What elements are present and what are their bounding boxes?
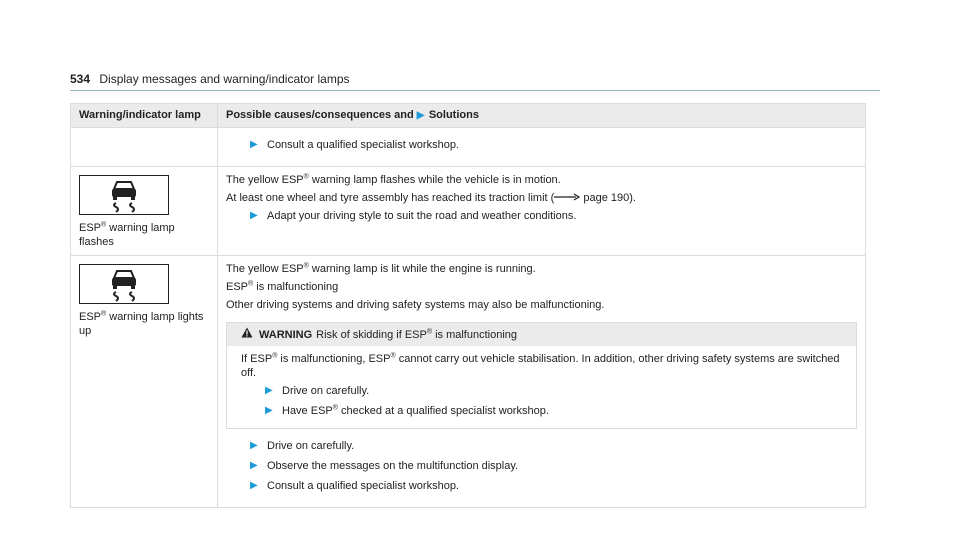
section-title: Display messages and warning/indicator lamps xyxy=(99,72,350,86)
page-header xyxy=(70,72,880,91)
page-number: 534 xyxy=(70,72,91,86)
warning-box xyxy=(226,322,857,429)
description-line: Other driving systems and driving safety systems may also be malfunctioning. xyxy=(226,299,605,311)
solution-step: ▶ Observe the messages on the multifunction display. xyxy=(250,460,519,472)
warning-subtitle: Risk of skidding if ESP® is malfunctioning xyxy=(316,327,517,341)
solutions-cell xyxy=(218,167,866,256)
arrow-right-icon: ▶ xyxy=(250,460,258,471)
lamp-label: ESP® warning lamp lights up xyxy=(79,310,204,337)
column-header-lamp: Warning/indicator lamp xyxy=(71,104,218,128)
table-row xyxy=(71,256,866,508)
lamp-cell xyxy=(71,256,218,508)
page-reference-arrow-icon xyxy=(554,191,580,205)
arrow-right-icon: ▶ xyxy=(250,139,258,150)
solution-step: ▶ Drive on carefully. xyxy=(265,385,370,397)
solution-step: ▶ Consult a qualified specialist workshop. xyxy=(250,139,459,151)
table-row xyxy=(71,167,866,256)
warning-header xyxy=(227,323,856,346)
solutions-cell xyxy=(218,128,866,167)
description-line: The yellow ESP® warning lamp flashes while the vehicle is in motion. xyxy=(226,173,561,186)
solution-step: ▶ Adapt your driving style to suit the road and weather conditions. xyxy=(250,210,577,223)
arrow-right-icon: ▶ xyxy=(250,480,258,491)
col2-header-prefix: Possible causes/consequences and xyxy=(226,109,414,121)
esp-skid-icon xyxy=(79,264,169,304)
warning-text: If ESP® is malfunctioning, ESP® cannot carry out vehicle stabilisation. In addition, other driving safety systems are switched off. xyxy=(241,352,840,379)
col2-header-suffix: Solutions xyxy=(428,109,479,121)
lamp-label: ESP® warning lamp flashes xyxy=(79,221,175,248)
solution-step: ▶ Consult a qualified specialist workshop. xyxy=(250,480,459,492)
arrow-right-icon: ▶ xyxy=(250,210,258,222)
lamp-cell-empty xyxy=(71,128,218,167)
description-line: At least one wheel and tyre assembly has reached its traction limit ( page 190). xyxy=(226,192,636,204)
esp-skid-icon xyxy=(79,175,169,215)
arrow-right-icon: ▶ xyxy=(265,385,273,396)
arrow-right-icon: ▶ xyxy=(250,440,258,451)
column-header-solutions xyxy=(218,104,866,128)
warning-title: WARNING xyxy=(259,328,313,341)
table-header-row xyxy=(71,104,866,128)
description-line: ESP® is malfunctioning xyxy=(226,280,339,293)
page-reference-link[interactable]: page 190). xyxy=(583,192,636,204)
arrow-right-icon: ▶ xyxy=(416,110,425,121)
arrow-right-icon: ▶ xyxy=(265,405,273,416)
warning-lamp-table xyxy=(70,103,866,508)
description-line: The yellow ESP® warning lamp is lit while the engine is running. xyxy=(226,262,536,275)
solutions-cell xyxy=(218,256,866,508)
warning-body xyxy=(227,346,856,428)
lamp-cell xyxy=(71,167,218,256)
solution-step: ▶ Drive on carefully. xyxy=(250,440,355,452)
solution-step: ▶ Have ESP® checked at a qualified specialist workshop. xyxy=(265,404,549,417)
table-row xyxy=(71,128,866,167)
warning-triangle-icon xyxy=(241,327,253,342)
